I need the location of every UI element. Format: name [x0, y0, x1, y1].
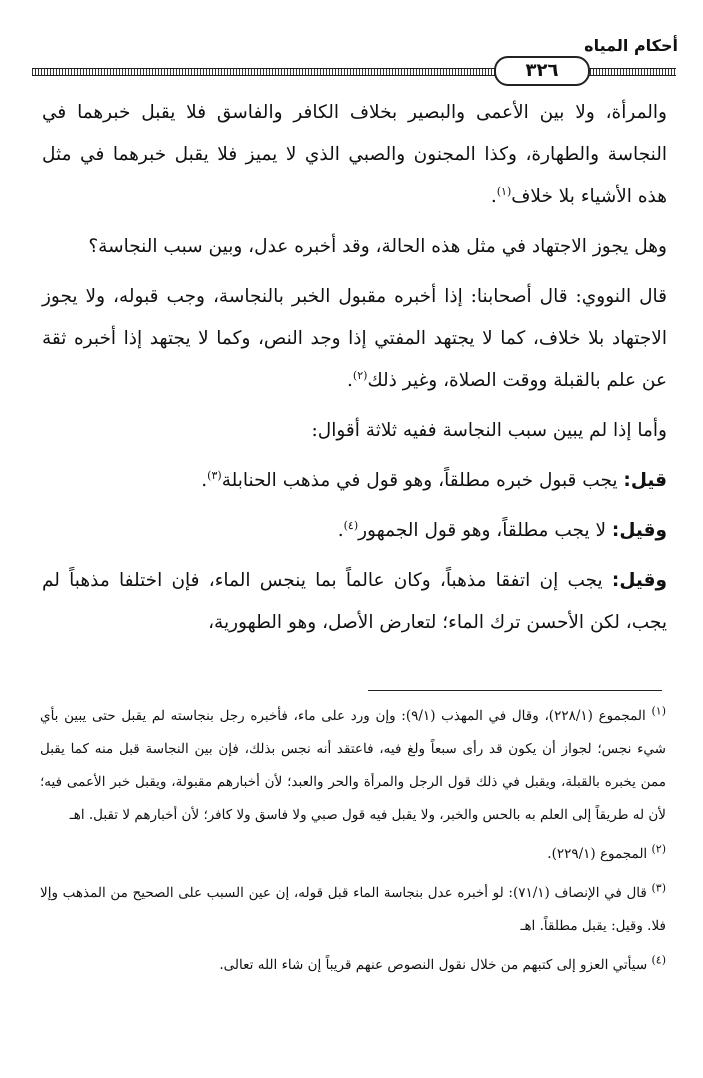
footnote: [40, 700, 666, 832]
opinion-3: [42, 560, 667, 644]
footnote-ref[interactable]: (١): [496, 184, 512, 198]
footnote: [40, 949, 666, 982]
opinion-lead: وقيل:: [611, 570, 667, 591]
footnote-number: (٤): [651, 953, 666, 967]
opinion-text: يجب إن اتفقا مذهباً، وكان عالماً بما ينجس الماء، فإن اختلفا مذهباً لم يجب، لكن الأحسن ترك الماء؛ لتعارض الأصل، وهو الطهورية،: [42, 570, 667, 633]
footnote-number: (٢): [651, 842, 666, 856]
footnote-text: المجموع (٢٢٩/١).: [547, 846, 652, 862]
footnote-separator: [368, 690, 662, 691]
footnote: [40, 838, 666, 871]
paragraph-end: .: [347, 370, 353, 391]
footnote-text: سيأتي العزو إلى كتبهم من خلال نقول النصوص عنهم قريباً إن شاء الله تعالى.: [219, 957, 652, 973]
footnote-ref[interactable]: (٣): [207, 468, 222, 482]
footnote-ref[interactable]: (٤): [343, 518, 359, 532]
footnote-ref[interactable]: (٢): [352, 368, 368, 382]
paragraph: [42, 92, 667, 218]
opinion-text: يجب قبول خبره مطلقاً، وهو قول في مذهب الحنابلة: [221, 470, 624, 491]
page-number: ٣٢٦: [494, 56, 590, 86]
paragraph-end: .: [490, 186, 497, 207]
paragraph-text: وهل يجوز الاجتهاد في مثل هذه الحالة، وقد أخبره عدل، وبين سبب النجاسة؟: [88, 236, 667, 257]
opinion-lead: قيل:: [623, 470, 667, 491]
paragraph-end: .: [337, 520, 344, 541]
paragraph-text: والمرأة، ولا بين الأعمى والبصير بخلاف الكافر والفاسق فلا يقبل خبرهما في النجاسة والطهارة، وكذا المجنون والصبي الذي لا يميز فلا يقبل خبرهما في مثل هذه الأشياء بلا خلاف: [42, 102, 667, 207]
footnote-number: (١): [651, 704, 666, 718]
main-text: [42, 92, 667, 652]
footnote: [40, 877, 666, 943]
footnote-text: قال في الإنصاف (٧١/١): لو أخبره عدل بنجاسة الماء قبل قوله، إن عين السبب على الصحيح من المذهب وإلا فلا. وقيل: يقبل مطلقاً. اهـ: [40, 885, 666, 934]
opinion-2: [42, 510, 667, 552]
paragraph: [42, 410, 667, 452]
book-title: أحكام المياه: [584, 36, 678, 55]
paragraph-text: قال النووي: قال أصحابنا: إذا أخبره مقبول الخبر بالنجاسة، وجب قبوله، ولا يجوز الاجتهاد بلا خلاف، كما لا يجتهد المفتي إذا وجد النص، وكما لا يجتهد إذا أخبره ثقة عن علم بالقبلة ووقت الصلاة، وغير ذلك: [42, 286, 667, 391]
paragraph-end: .: [201, 470, 208, 491]
opinion-lead: وقيل:: [611, 520, 667, 541]
paragraph: [42, 226, 667, 268]
opinion-text: لا يجب مطلقاً، وهو قول الجمهور: [358, 520, 612, 541]
footnote-text: المجموع (٢٢٨/١)، وقال في المهذب (٩/١): وإن ورد على ماء، فأخبره رجل بنجاسته لم يقبل حتى يبين بأي شيء نجس؛ لجواز أن يكون قد رأى سبعاً ولغ فيه، فاعتقد أنه نجس بذلك، فإن بين النجاسة قبل منه كما يقبل ممن يخبره بالقبلة، ويقبل في ذلك قول الرجل والمرأة والحر والعبد؛ لأن أخبارهم مقبولة، ويقبل خبر الأعمى فيه؛ لأن له طريقاً إلى العلم به بالحس والخبر، ولا يقبل فيه قول صبي ولا فاسق ولا كافر؛ لأن أخبارهم لا تقبل. اهـ: [40, 708, 666, 823]
footnotes: [40, 700, 666, 988]
footnote-number: (٣): [651, 881, 666, 895]
paragraph-text: وأما إذا لم يبين سبب النجاسة ففيه ثلاثة أقوال:: [311, 420, 667, 441]
paragraph: [42, 276, 667, 402]
page-header: [24, 28, 684, 81]
opinion-1: [42, 460, 667, 502]
